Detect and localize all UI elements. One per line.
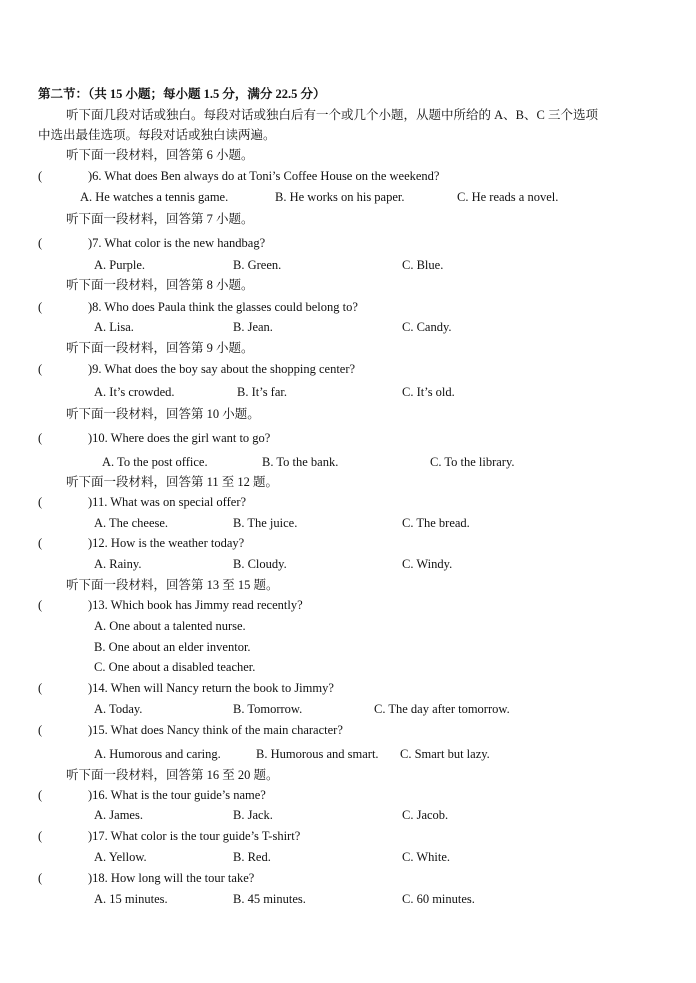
- option-b: B. He works on his paper.: [275, 190, 405, 204]
- listening-prompt: 听下面一段材料，回答第 6 小题。: [66, 148, 254, 162]
- question-8: [38, 299, 358, 315]
- answer-blank: (: [38, 871, 43, 885]
- question-text: )7. What color is the new handbag?: [88, 236, 266, 250]
- instruction-line-2: 中选出最佳选项。每段对话或独白读两遍。: [38, 128, 276, 142]
- option-c: C. Jacob.: [402, 808, 449, 822]
- listening-prompt: 听下面一段材料，回答第 11 至 12 题。: [66, 475, 279, 489]
- listening-prompt: 听下面一段材料，回答第 7 小题。: [66, 212, 254, 226]
- option-a: A. He watches a tennis game.: [80, 190, 229, 204]
- question-7: [38, 235, 265, 251]
- answer-blank: (: [38, 723, 43, 737]
- option-a: A. James.: [94, 808, 143, 822]
- option-a: A. Purple.: [94, 258, 146, 272]
- answer-blank: (: [38, 829, 43, 843]
- option-b: B. Cloudy.: [233, 557, 287, 571]
- option-c: C. Candy.: [402, 320, 452, 334]
- question-text: )16. What is the tour guide’s name?: [88, 788, 266, 802]
- answer-blank: (: [38, 362, 43, 376]
- answer-blank: (: [38, 536, 43, 550]
- option-c: C. One about a disabled teacher.: [94, 660, 256, 674]
- answer-blank: (: [38, 495, 43, 509]
- question-12: [38, 535, 244, 551]
- option-a: A. Rainy.: [94, 557, 142, 571]
- question-text: )12. How is the weather today?: [88, 536, 245, 550]
- option-c: C. The bread.: [402, 516, 470, 530]
- option-a: A. One about a talented nurse.: [94, 619, 246, 633]
- question-11: [38, 494, 246, 510]
- option-b: B. The juice.: [233, 516, 298, 530]
- option-b: B. Tomorrow.: [233, 702, 303, 716]
- answer-blank: (: [38, 431, 43, 445]
- listening-prompt: 听下面一段材料，回答第 8 小题。: [66, 278, 254, 292]
- option-a: A. The cheese.: [94, 516, 169, 530]
- option-c: C. Windy.: [402, 557, 453, 571]
- question-text: )15. What does Nancy think of the main character?: [88, 723, 343, 737]
- listening-prompt: 听下面一段材料，回答第 16 至 20 题。: [66, 768, 279, 782]
- question-text: )14. When will Nancy return the book to Jimmy?: [88, 681, 334, 695]
- listening-prompt: 听下面一段材料，回答第 10 小题。: [66, 407, 260, 421]
- instruction-line-1: 听下面几段对话或独白。每段对话或独白后有一个或几个小题，从题中所给的 A、B、C 三个选项: [66, 108, 598, 122]
- listening-prompt: 听下面一段材料，回答第 13 至 15 题。: [66, 578, 279, 592]
- question-9: [38, 361, 355, 377]
- question-18: [38, 870, 254, 886]
- answer-blank: (: [38, 681, 43, 695]
- listening-prompt: 听下面一段材料，回答第 9 小题。: [66, 341, 254, 355]
- option-a: A. Lisa.: [94, 320, 134, 334]
- question-15: [38, 722, 343, 738]
- question-16: [38, 787, 266, 803]
- option-c: C. White.: [402, 850, 451, 864]
- question-text: )9. What does the boy say about the shopping center?: [88, 362, 356, 376]
- option-b: B. Jack.: [233, 808, 273, 822]
- option-b: B. It’s far.: [237, 385, 287, 399]
- option-a: A. Today.: [94, 702, 143, 716]
- question-10: [38, 430, 270, 446]
- question-6: [38, 168, 439, 184]
- question-text: )17. What color is the tour guide’s T-shirt?: [88, 829, 301, 843]
- option-c: C. 60 minutes.: [402, 892, 475, 906]
- option-b: B. To the bank.: [262, 455, 339, 469]
- question-text: )13. Which book has Jimmy read recently?: [88, 598, 303, 612]
- answer-blank: (: [38, 236, 43, 250]
- answer-blank: (: [38, 598, 43, 612]
- question-14: [38, 680, 334, 696]
- question-text: )11. What was on special offer?: [88, 495, 247, 509]
- option-c: C. To the library.: [430, 455, 515, 469]
- answer-blank: (: [38, 788, 43, 802]
- option-b: B. Red.: [233, 850, 271, 864]
- option-c: C. The day after tomorrow.: [374, 702, 510, 716]
- option-b: B. One about an elder inventor.: [94, 640, 251, 654]
- question-text: )8. Who does Paula think the glasses could belong to?: [88, 300, 358, 314]
- option-a: A. 15 minutes.: [94, 892, 168, 906]
- answer-blank: (: [38, 300, 43, 314]
- option-b: B. Humorous and smart.: [256, 747, 379, 761]
- option-c: C. It’s old.: [402, 385, 455, 399]
- question-13: [38, 597, 303, 613]
- option-c: C. He reads a novel.: [457, 190, 559, 204]
- option-b: B. Jean.: [233, 320, 273, 334]
- question-text: )6. What does Ben always do at Toni’s Coffee House on the weekend?: [88, 169, 440, 183]
- section-heading: 第二节：（共 15 小题；每小题 1.5 分，满分 22.5 分）: [38, 87, 326, 101]
- question-text: )18. How long will the tour take?: [88, 871, 255, 885]
- question-17: [38, 828, 300, 844]
- option-a: A. Humorous and caring.: [94, 747, 221, 761]
- option-c: C. Smart but lazy.: [400, 747, 490, 761]
- option-b: B. Green.: [233, 258, 282, 272]
- option-c: C. Blue.: [402, 258, 444, 272]
- option-a: A. It’s crowded.: [94, 385, 175, 399]
- option-b: B. 45 minutes.: [233, 892, 306, 906]
- option-a: A. To the post office.: [102, 455, 208, 469]
- answer-blank: (: [38, 169, 43, 183]
- question-text: )10. Where does the girl want to go?: [88, 431, 271, 445]
- option-a: A. Yellow.: [94, 850, 147, 864]
